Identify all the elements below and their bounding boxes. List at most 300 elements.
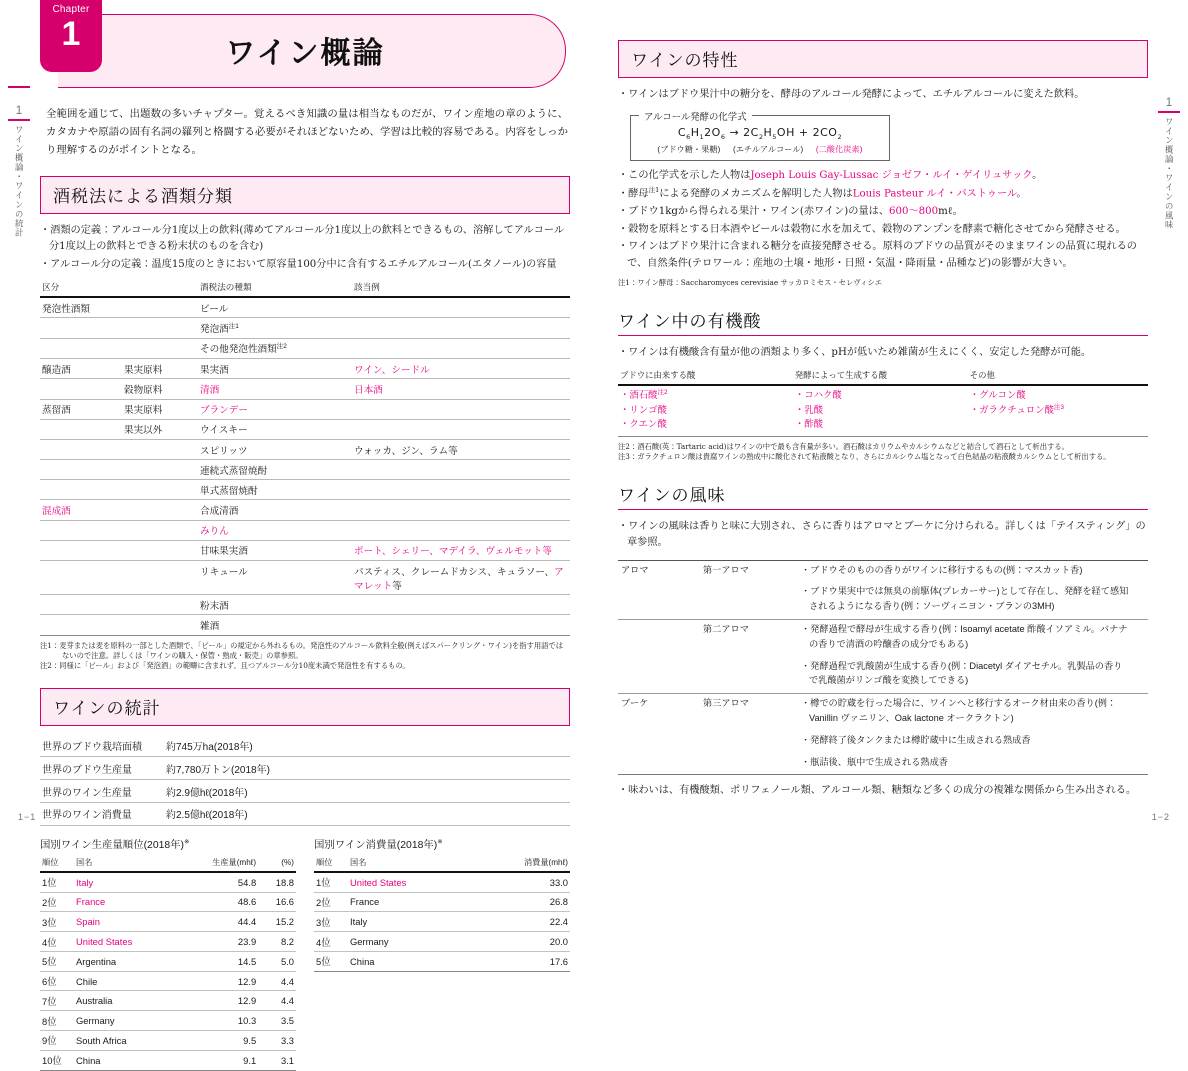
footnote: 注2：酒石酸(英：Tartaric acid)はワインの中で最も含有量が多い。酒石酸はカリウムやカルシウムなどと結合して酒石として析出する。	[618, 441, 1069, 451]
acid-item: ・クエン酸	[620, 418, 667, 430]
production-ranking-table	[40, 856, 296, 1071]
bullet-text: ・ブドウ1kgから得られる果汁・ワイン(赤ワイン)の量は、600〜800mℓ。	[618, 206, 963, 218]
amount-cell: 9.1	[177, 1050, 259, 1070]
cell-example	[352, 520, 570, 540]
percent-cell: 3.5	[258, 1011, 296, 1031]
cell-subcategory	[122, 460, 198, 480]
aroma-type	[700, 657, 798, 694]
footnote-marker: 注1	[228, 323, 239, 330]
type-label: リキュール	[200, 566, 248, 578]
rank-cell: 1位	[314, 872, 348, 892]
type-label: ブランデー	[200, 405, 248, 417]
amount-cell: 22.4	[472, 912, 570, 932]
aroma-category	[618, 582, 700, 619]
country-cell: Germany	[348, 932, 472, 952]
footnote-marker: ※	[184, 838, 190, 846]
cell-subcategory	[122, 520, 198, 540]
cell-subcategory	[122, 540, 198, 560]
cell-type	[198, 460, 352, 480]
bullet-text: ・ワインはブドウ果汁に含まれる糖分を直接発酵させる。原料のブドウの品質がそのままワインの品質に現れるので、自然条件(テロワール：産地の土壌・地形・日照・気温・降雨量・品種など)の影響が大きい。	[618, 241, 1137, 269]
cell-type	[198, 318, 352, 338]
type-label: 甘味果実酒	[200, 546, 248, 558]
cell-type	[198, 297, 352, 318]
country-cell: United States	[348, 872, 472, 892]
bullet-text: ・ワインの風味は香りと味に大別され、さらに香りはアロマとブーケに分けられる。詳しくは「テイスティング」の章参照。	[618, 520, 1146, 549]
table-row	[40, 338, 570, 358]
amount-cell: 54.8	[177, 872, 259, 892]
rank-cell: 4位	[40, 932, 74, 952]
cell-category	[40, 480, 122, 500]
amount-cell: 26.8	[472, 892, 570, 912]
left-page	[0, 0, 594, 1067]
acid-item: ・乳酸	[794, 403, 824, 415]
country-cell: Italy	[74, 872, 177, 892]
consumption-ranking-table	[314, 856, 570, 972]
country-cell: Spain	[74, 912, 177, 932]
cell-example	[352, 480, 570, 500]
country-cell: South Africa	[74, 1031, 177, 1051]
cell-type	[198, 561, 352, 595]
production-ranking-block	[40, 836, 296, 1071]
table-row	[40, 803, 570, 826]
percent-cell: 8.2	[258, 932, 296, 952]
cell-subcategory	[122, 297, 198, 318]
consumption-ranking-block	[314, 836, 570, 1071]
highlighted-term: Joseph Louis Gay-Lussac ジョゼフ・ルイ・ゲイリュサック	[750, 169, 1033, 181]
aroma-type: 第一アロマ	[700, 560, 798, 582]
page-title: ワイン概論	[225, 36, 385, 71]
cell-category	[40, 439, 122, 459]
acid-item: ・リンゴ酸	[620, 403, 667, 415]
table-row	[40, 359, 570, 379]
alcohol-fermentation-formula	[630, 111, 890, 161]
footer-text: ・味わいは、有機酸類、ポリフェノール類、アルコール類、糖類など多くの成分の複雑な関係から生み出される。	[618, 785, 1137, 797]
column-header: 国名	[74, 856, 177, 872]
column-header: 順位	[314, 856, 348, 872]
category-label: 醸造酒	[42, 364, 71, 376]
column-header: 順位	[40, 856, 74, 872]
cell-subcategory	[122, 480, 198, 500]
example-label: ワイン、シードル	[354, 364, 430, 376]
highlighted-term: Louis Pasteur ルイ・パストゥール	[852, 188, 1017, 200]
table-row	[618, 620, 1148, 657]
amount-cell: 33.0	[472, 872, 570, 892]
column-header: ブドウに由来する酸	[618, 367, 793, 385]
type-label: みりん	[200, 526, 229, 538]
ranking-tables	[40, 836, 570, 1071]
cell-type	[198, 500, 352, 520]
table-row	[40, 297, 570, 318]
side-tab-left	[6, 86, 32, 238]
rank-cell: 3位	[314, 912, 348, 932]
cell-example	[352, 338, 570, 358]
type-label: 合成清酒	[200, 506, 239, 518]
type-label: ウイスキー	[200, 425, 248, 437]
aroma-category: ブーケ	[618, 694, 700, 731]
footnote: 注1：麦芽または麦を原料の一部とした酒類で、「ビール」の規定から外れるもの。発泡性のアルコール飲料全般(例えばスパークリング・ワイン)を指す用語ではないので注意。詳しくは「ワインの購入・保管・熟成・販売」の章参照。	[40, 640, 564, 660]
cell-example	[352, 500, 570, 520]
organic-acids-notes	[618, 442, 1148, 463]
table-row	[40, 379, 570, 399]
rank-cell: 3位	[40, 912, 74, 932]
country-cell: Argentina	[74, 951, 177, 971]
percent-cell: 3.1	[258, 1050, 296, 1070]
table-row	[40, 480, 570, 500]
table-row	[40, 540, 570, 560]
aroma-line: ・ブドウ果実中では無臭の前駆体(プレカーサー)として存在し、発酵を経て感知	[801, 586, 1129, 597]
folio-right: 1−2	[1151, 812, 1170, 822]
footnote: 注1：ワイン酵母：Saccharomyces cerevisiae サッカロミセス・セレヴィシエ	[618, 278, 883, 288]
column-header: その他	[968, 367, 1148, 385]
cell-example	[352, 460, 570, 480]
table-row	[40, 971, 296, 991]
formula-right-label: (二酸化炭素)	[815, 144, 863, 154]
cell-category	[40, 460, 122, 480]
country-cell: France	[348, 892, 472, 912]
cell-subcategory	[122, 561, 198, 595]
aroma-line: ・樽での貯蔵を行った場合に、ワインへと移行するオーク材由来の香り(例：	[801, 698, 1117, 709]
cell-category	[40, 520, 122, 540]
aroma-line-cont: の香りで清酒の吟醸香の成分でもある)	[809, 638, 969, 649]
percent-cell: 4.4	[258, 971, 296, 991]
side-tab-number: 1	[15, 103, 23, 117]
footnote-marker: 注1	[648, 186, 660, 195]
chapter-intro: 全範囲を通じて、出題数の多いチャプター。覚えるべき知識の量は相当なものだが、ワイン産地の章のように、カタカナや原語の固有名詞の羅列と格闘する必要がそれほどないため、学習は比較的容易である。内容をしっかり理解するのがポイントとなる。	[46, 108, 568, 156]
liquor-tax-notes	[40, 641, 570, 672]
cell-category	[40, 595, 122, 615]
wine-flavor-bullet	[618, 519, 1148, 552]
consumption-ranking-title: 国別ワイン消費量(2018年)※	[314, 838, 443, 851]
rank-cell: 1位	[40, 872, 74, 892]
acid-item: ・酒石酸$^{注2}$	[620, 389, 668, 401]
liquor-tax-bullets	[40, 223, 570, 274]
aroma-type	[700, 731, 798, 753]
table-row	[40, 991, 296, 1011]
cell-category	[40, 561, 122, 595]
footnote-marker: 注2	[276, 343, 287, 351]
cell-subcategory	[122, 615, 198, 635]
cell-example	[352, 318, 570, 338]
chapter-number: 1	[61, 15, 81, 53]
table-row	[40, 912, 296, 932]
column-header: 発酵によって生成する酸	[793, 367, 968, 385]
table-header-row	[40, 279, 570, 297]
wine-character-note	[618, 278, 1148, 288]
aroma-category	[618, 620, 700, 657]
aroma-line-cont: Vanillin ヴァニリン、Oak lactone オークラクトン)	[809, 713, 1014, 724]
aroma-line: ・瓶詰後、瓶中で生成される熟成香	[801, 756, 948, 767]
cell-example	[352, 399, 570, 419]
cell-type	[198, 379, 352, 399]
cell-type	[198, 439, 352, 459]
cell-subcategory	[122, 439, 198, 459]
amount-cell: 48.6	[177, 892, 259, 912]
type-label: 果実酒	[200, 364, 229, 376]
table-row	[314, 892, 570, 912]
liquor-tax-table	[40, 279, 570, 635]
type-label: 発泡酒	[200, 324, 229, 336]
footnote-marker: 注3	[1053, 403, 1065, 411]
rank-cell: 5位	[40, 951, 74, 971]
table-row	[314, 912, 570, 932]
cell-category	[40, 297, 122, 318]
section-heading-wine-flavor: ワインの風味	[618, 481, 1148, 510]
right-page	[594, 0, 1188, 840]
cell-category	[40, 540, 122, 560]
aroma-line: ・発酵終了後タンクまたは樽貯蔵中に生成される熟成香	[801, 734, 1031, 745]
example-highlight: アマレット	[354, 566, 564, 592]
example-label: ポート、シェリー、マデイラ、ヴェルモット等	[354, 546, 552, 558]
table-row	[618, 753, 1148, 775]
footnote: 注2：同様に「ビール」および「発泡酒」の範疇に含まれず、且つアルコール分10度未満で発泡性を有するもの。	[40, 661, 410, 671]
stat-label: 世界のブドウ栽培面積	[40, 735, 164, 757]
amount-cell: 9.5	[177, 1031, 259, 1051]
section-heading-wine-stats: ワインの統計	[40, 688, 570, 726]
rank-cell: 6位	[40, 971, 74, 991]
aroma-description	[798, 620, 1148, 657]
bullet-text: ・酒類の定義：アルコール分1度以上の飲料(薄めてアルコール分1度以上の飲料とできるもの、溶解してアルコール分1度以上の飲料とできる粉末状のものを含む)	[40, 224, 565, 253]
aroma-description	[798, 694, 1148, 731]
cell-example	[352, 419, 570, 439]
wine-stats-table	[40, 735, 570, 826]
table-row	[314, 872, 570, 892]
organic-acids-bullet	[618, 345, 1148, 362]
cell-category	[40, 615, 122, 635]
cell-type	[198, 419, 352, 439]
aroma-category: アロマ	[618, 560, 700, 582]
cell-subcategory	[122, 318, 198, 338]
aroma-description	[798, 753, 1148, 775]
table-row	[40, 892, 296, 912]
side-tab-label: ワイン概論・ワインの統計	[14, 125, 25, 238]
cell-example	[352, 297, 570, 318]
chapter-word: Chapter	[52, 4, 90, 15]
amount-cell: 10.3	[177, 1011, 259, 1031]
table-row	[40, 561, 570, 595]
folio-left: 1−1	[18, 812, 37, 822]
side-rule-bottom	[1158, 111, 1180, 113]
side-rule-bottom	[8, 119, 30, 121]
country-cell: France	[74, 892, 177, 912]
country-cell: China	[74, 1050, 177, 1070]
aroma-line-cont: されるようになる香り(例：ソーヴィニヨン・ブランの3MH)	[809, 601, 1055, 612]
bullet-text: ・酵母$^{注1}$による発酵のメカニズムを解明した人物はLouis Pasteur ルイ・パストゥール。	[618, 186, 1027, 200]
amount-cell: 12.9	[177, 991, 259, 1011]
table-row	[40, 872, 296, 892]
formula-left-label: (ブドウ糖・果糖)	[657, 144, 721, 154]
country-cell: Australia	[74, 991, 177, 1011]
bullet-text: ・ワインは有機酸含有量が他の酒類より多く、pHが低いため雑菌が生えにくく、安定した発酵が可能。	[618, 346, 1092, 358]
cell-category	[40, 359, 122, 379]
rank-cell: 5位	[314, 951, 348, 971]
amount-cell: 12.9	[177, 971, 259, 991]
wine-character-first-bullet	[618, 87, 1148, 104]
aroma-type: 第二アロマ	[700, 620, 798, 657]
cell-type	[198, 540, 352, 560]
cell-category	[40, 399, 122, 419]
cell-subcategory: 穀物原料	[122, 379, 198, 399]
acid-item: ・ガラクチュロン酸$^{注3}$	[969, 403, 1065, 415]
table-row	[40, 595, 570, 615]
chapter-badge	[40, 0, 102, 72]
rank-cell: 2位	[40, 892, 74, 912]
stat-label: 世界のワイン生産量	[40, 780, 164, 803]
table-row	[40, 460, 570, 480]
cell-example	[352, 615, 570, 635]
acid-item: ・酢酸	[794, 418, 824, 430]
stat-label: 世界のブドウ生産量	[40, 757, 164, 780]
table-row	[314, 951, 570, 971]
amount-cell: 17.6	[472, 951, 570, 971]
cell-type	[198, 480, 352, 500]
percent-cell: 16.6	[258, 892, 296, 912]
aroma-description	[798, 560, 1148, 582]
formula-subcaption	[645, 144, 875, 155]
stat-label: 世界のワイン消費量	[40, 803, 164, 826]
rank-cell: 7位	[40, 991, 74, 1011]
percent-cell: 4.4	[258, 991, 296, 1011]
table-row	[40, 780, 570, 803]
category-label: 混成酒	[42, 506, 71, 518]
type-label: 単式蒸留焼酎	[200, 485, 258, 497]
type-label: ビール	[200, 303, 229, 315]
aroma-type	[700, 582, 798, 619]
table-row	[40, 735, 570, 757]
section-heading-organic-acids: ワイン中の有機酸	[618, 307, 1148, 336]
cell-type	[198, 359, 352, 379]
cell-example	[352, 379, 570, 399]
cell-example	[352, 439, 570, 459]
column-header: 該当例	[352, 279, 570, 297]
aroma-line: ・ブドウそのものの香りがワインに移行するもの(例：マスカット香)	[801, 564, 1083, 575]
type-label: 粉末酒	[200, 600, 229, 612]
table-row	[40, 951, 296, 971]
side-tab-label: ワイン概論・ワインの風味	[1164, 117, 1175, 230]
table-row	[618, 657, 1148, 694]
example-label: 日本酒	[354, 384, 383, 396]
cell-type	[198, 399, 352, 419]
aroma-line-cont: で乳酸菌がリンゴ酸を変換してできる)	[809, 675, 969, 686]
aroma-description	[798, 731, 1148, 753]
wine-character-bullets	[618, 168, 1148, 272]
column-header: (%)	[258, 856, 296, 872]
type-label: その他発泡性酒類	[200, 344, 277, 356]
table-row	[40, 757, 570, 780]
cell-type	[198, 595, 352, 615]
rank-cell: 9位	[40, 1031, 74, 1051]
amount-cell: 23.9	[177, 932, 259, 952]
table-row	[40, 439, 570, 459]
cell-type	[198, 338, 352, 358]
formula-middle-label: (エチルアルコール)	[732, 144, 804, 154]
percent-cell: 18.8	[258, 872, 296, 892]
acid-item: ・グルコン酸	[969, 389, 1026, 401]
bullet-text: ・ワインはブドウ果汁中の糖分を、酵母のアルコール発酵によって、エチルアルコールに変えた飲料。	[618, 89, 1085, 100]
rank-cell: 4位	[314, 932, 348, 952]
table-row	[618, 731, 1148, 753]
table-row	[40, 399, 570, 419]
footnote: 注3：ガラクチュロン酸は貴腐ワインの熟成中に酸化されて粘液酸となり、さらにカルシウム塩となって白色結晶の粘液酸カルシウムとして析出する。	[618, 452, 1111, 462]
aroma-line: ・発酵過程で乳酸菌が生成する香り(例：Diacetyl ダイアセチル。乳製品の香り	[801, 660, 1123, 671]
percent-cell: 5.0	[258, 951, 296, 971]
table-row	[314, 932, 570, 952]
table-row	[40, 1031, 296, 1051]
column-header: 酒税法の種類	[198, 279, 352, 297]
highlighted-term: 600〜800	[889, 206, 939, 218]
aroma-description	[798, 657, 1148, 694]
cell-example	[352, 595, 570, 615]
type-label: スピリッツ	[200, 445, 248, 457]
stat-value: 約2.9億hℓ(2018年)	[164, 780, 570, 803]
country-cell: Chile	[74, 971, 177, 991]
percent-cell: 3.3	[258, 1031, 296, 1051]
category-label: 蒸留酒	[42, 405, 71, 417]
acid-column	[793, 385, 968, 436]
amount-cell: 44.4	[177, 912, 259, 932]
cell-category	[40, 419, 122, 439]
cell-subcategory: 果実原料	[122, 399, 198, 419]
acid-column	[618, 385, 793, 436]
table-row	[40, 500, 570, 520]
aroma-description	[798, 582, 1148, 619]
table-row	[40, 1050, 296, 1070]
aroma-category	[618, 657, 700, 694]
chapter-banner	[40, 4, 570, 92]
formula-equation: $C_6H_12O_6 \to 2C_2H_5OH + 2CO_2$	[677, 125, 843, 141]
table-row	[40, 419, 570, 439]
formula-legend: アルコール発酵の化学式	[639, 109, 752, 123]
stat-value: 約7,780万トン(2018年)	[164, 757, 570, 780]
cell-subcategory	[122, 595, 198, 615]
bullet-text: ・この化学式を示した人物はJoseph Louis Gay-Lussac ジョゼフ・ルイ・ゲイリュサック。	[618, 169, 1043, 181]
cell-type	[198, 615, 352, 635]
rank-cell: 8位	[40, 1011, 74, 1031]
cell-category	[40, 318, 122, 338]
stat-value: 約2.5億hℓ(2018年)	[164, 803, 570, 826]
rank-cell: 2位	[314, 892, 348, 912]
country-cell: Italy	[348, 912, 472, 932]
type-label: 清酒	[200, 384, 220, 396]
rank-cell: 10位	[40, 1050, 74, 1070]
aroma-line: ・発酵過程で酵母が生成する香り(例：Isoamyl acetate 酢酸イソアミル。バナナ	[801, 624, 1128, 635]
cell-example	[352, 359, 570, 379]
acid-item: ・コハク酸	[794, 389, 842, 401]
table-row	[40, 520, 570, 540]
category-label: 発泡性酒類	[42, 303, 90, 315]
stat-value: 約745万ha(2018年)	[164, 735, 570, 757]
bullet-text: ・アルコール分の定義：温度15度のときにおいて原容量100分中に含有するエチルアルコール(エタノール)の容量	[40, 258, 557, 270]
type-label: 雑酒	[200, 621, 220, 632]
type-label: 連続式蒸留焼酎	[200, 465, 268, 477]
table-row	[618, 582, 1148, 619]
cell-type	[198, 520, 352, 540]
cell-subcategory	[122, 500, 198, 520]
cell-category	[40, 379, 122, 399]
footnote-marker: ※	[437, 838, 443, 846]
column-header: 生産量(mhℓ)	[177, 856, 259, 872]
cell-category	[40, 500, 122, 520]
aroma-type: 第三アロマ	[700, 694, 798, 731]
table-row	[40, 1011, 296, 1031]
cell-example	[352, 540, 570, 560]
amount-cell: 14.5	[177, 951, 259, 971]
cell-example: パスティス、クレームドカシス、キュラソー、アマレット等	[352, 561, 570, 595]
table-row	[40, 932, 296, 952]
country-cell: China	[348, 951, 472, 971]
wine-flavor-footer	[618, 774, 1148, 796]
table-row	[40, 318, 570, 338]
country-cell: Germany	[74, 1011, 177, 1031]
